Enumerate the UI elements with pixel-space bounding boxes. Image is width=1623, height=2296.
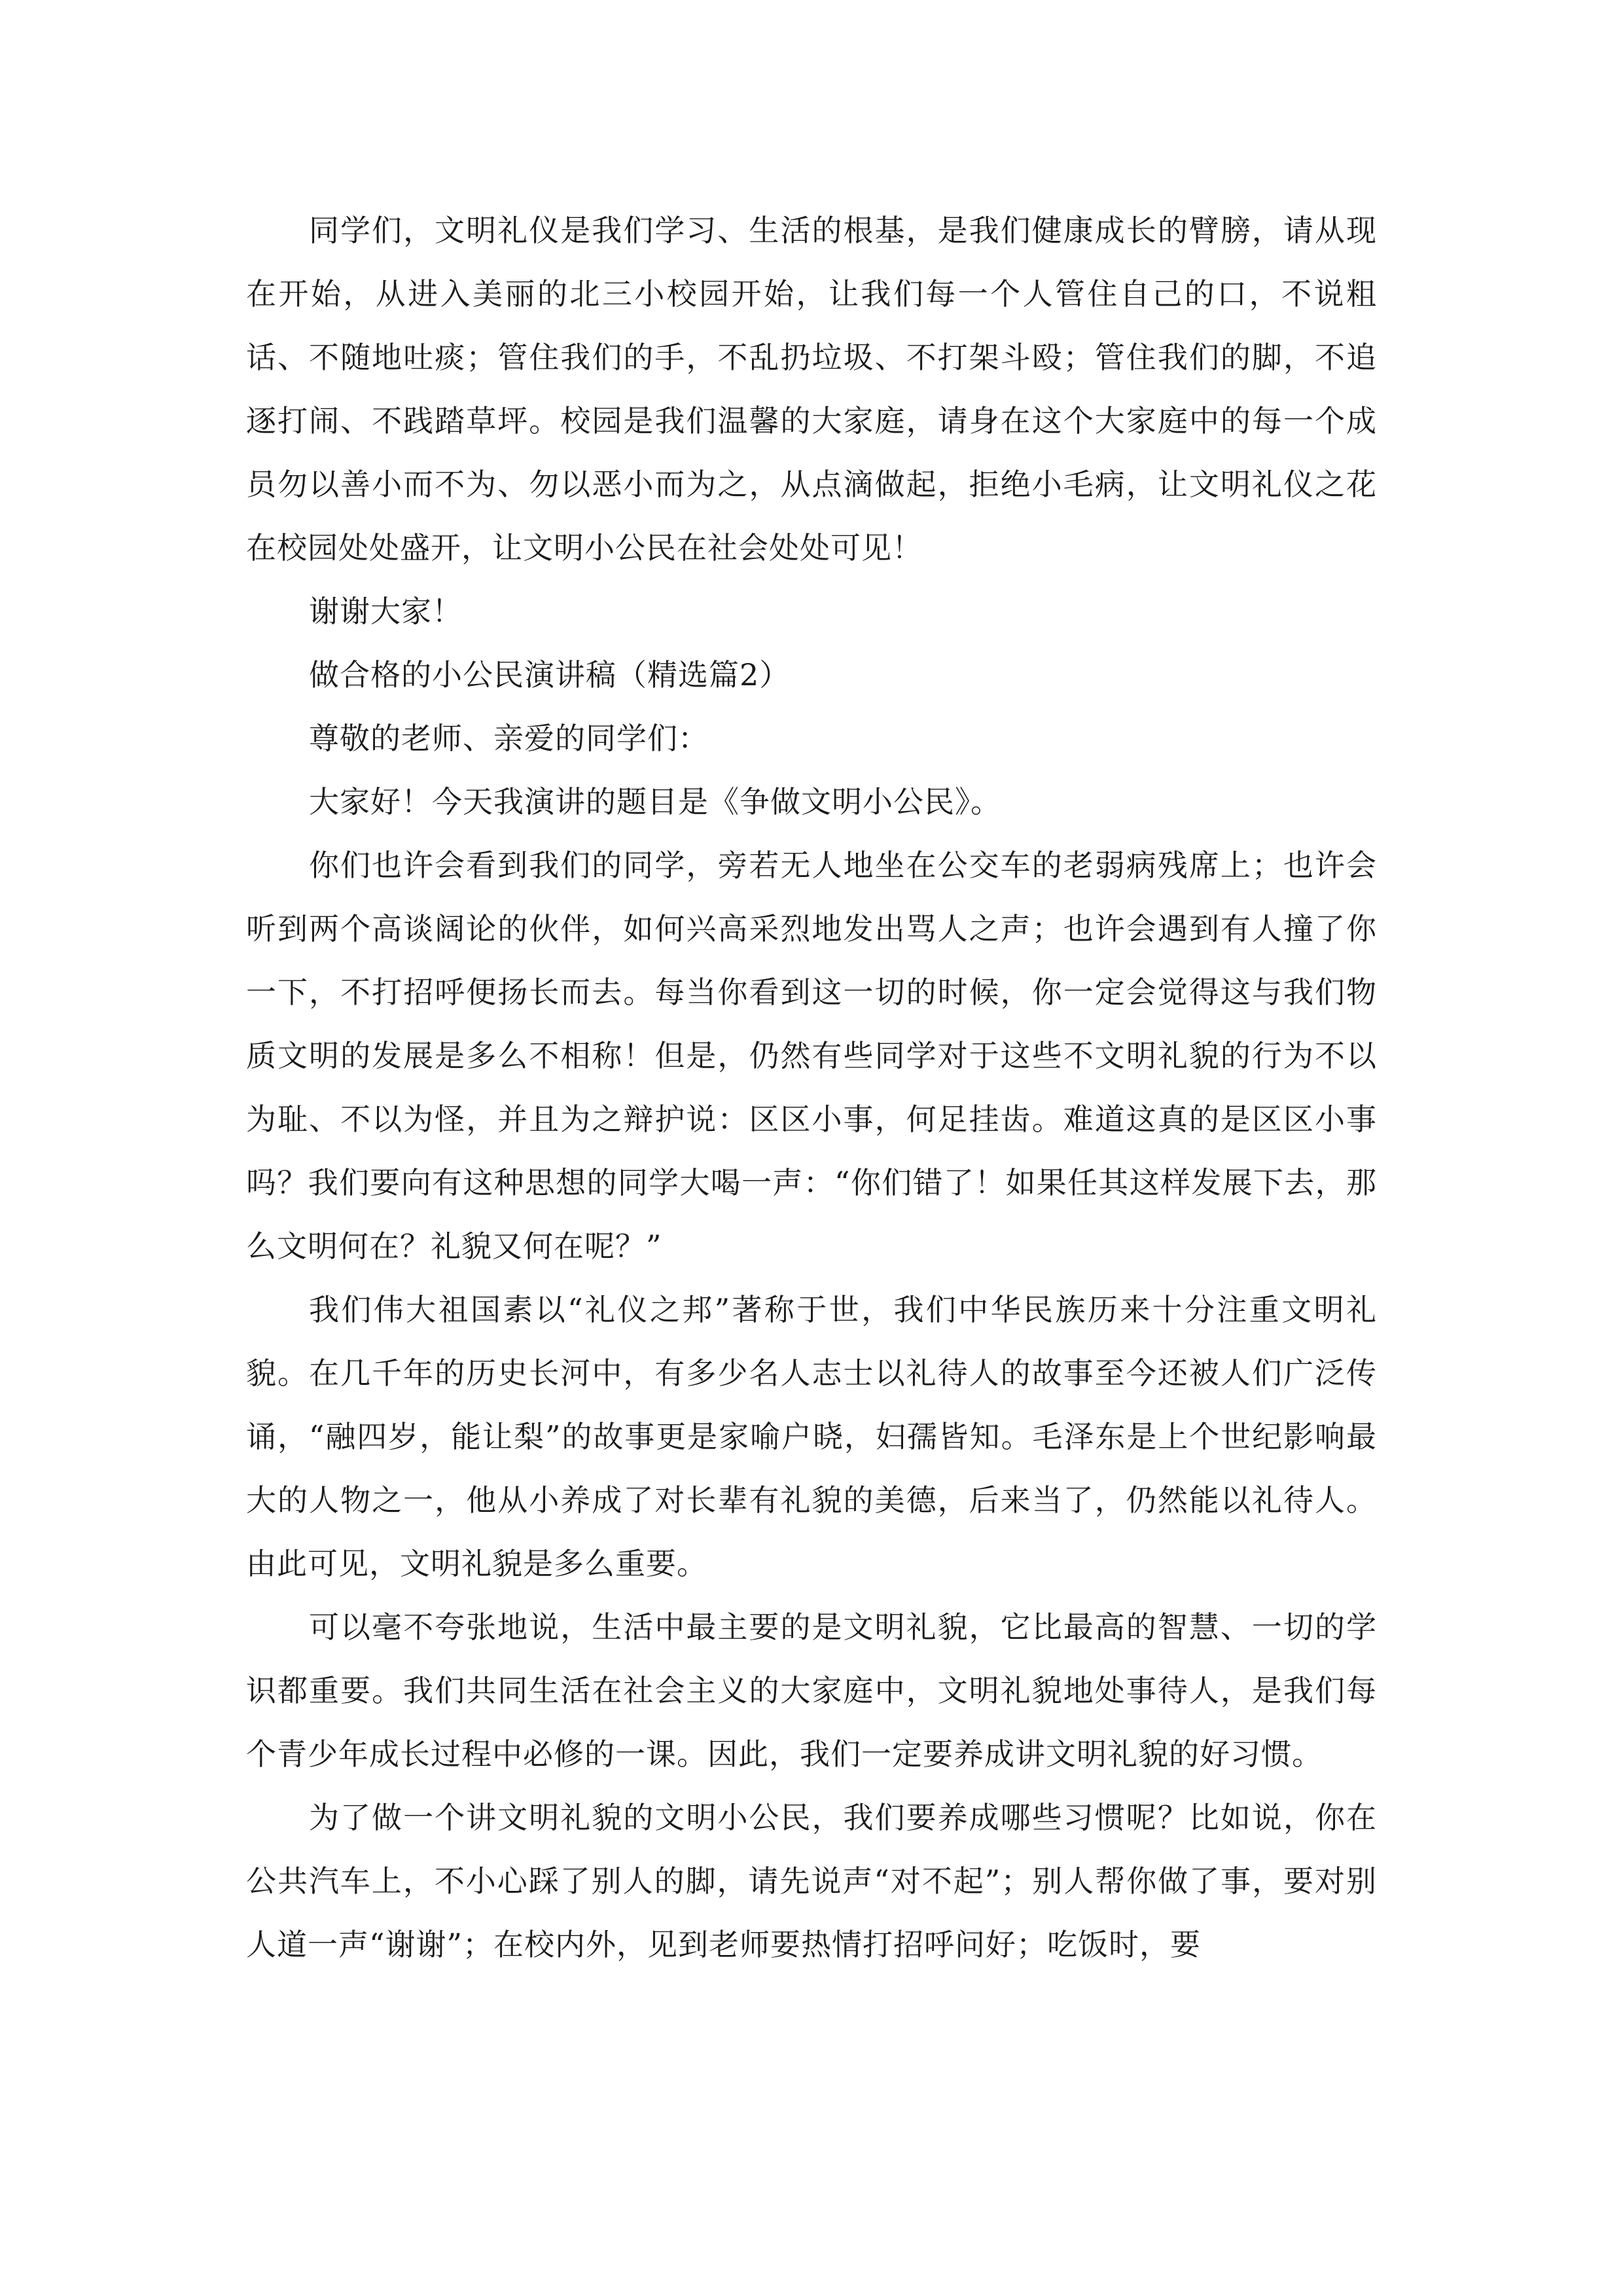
- paragraph-examples: 你们也许会看到我们的同学，旁若无人地坐在公交车的老弱病残席上；也许会听到两个高谈阔论的伙伴，如何兴高采烈地发出骂人之声；也许会遇到有人撞了你一下，不打招呼便扬长而去。每当你看到这一切的时候，你一定会觉得这与我们物质文明的发展是多么不相称！但是，仍然有些同学对于这些不文明礼貌的行为不以为耻、不以为怪，并且为之辩护说：区区小事，何足挂齿。难道这真的是区区小事吗？我们要向有这种思想的同学大喝一声：“你们错了！如果任其这样发展下去，那么文明何在？礼貌又何在呢？”: [246, 848, 1377, 1264]
- paragraph-closing-appeal: 同学们，文明礼仪是我们学习、生活的根基，是我们健康成长的臂膀，请从现在开始，从进入美丽的北三小校园开始，让我们每一个人管住自己的口，不说粗话、不随地吐痰；管住我们的手，不乱扔垃圾、不打架斗殴；管住我们的脚，不追逐打闹、不践踏草坪。校园是我们温馨的大家庭，请身在这个大家庭中的每一个成员勿以善小而不为、勿以恶小而为之，从点滴做起，拒绝小毛病，让文明礼仪之花在校园处处盛开，让文明小公民在社会处处可见！: [246, 213, 1377, 565]
- section-title: 做合格的小公民演讲稿（精选篇2）: [309, 657, 791, 692]
- paragraph-thanks: 谢谢大家！: [309, 594, 463, 629]
- paragraph-greeting: 大家好！今天我演讲的题目是《争做文明小公民》。: [309, 784, 1001, 819]
- paragraph-salutation: 尊敬的老师、亲爱的同学们：: [309, 721, 709, 756]
- paragraph-history: 我们伟大祖国素以“礼仪之邦”著称于世，我们中华民族历来十分注重文明礼貌。在几千年的历史长河中，有多少名人志士以礼待人的故事至今还被人们广泛传诵，“融四岁，能让梨”的故事更是家喻户晓，妇孺皆知。毛泽东是上个世纪影响最大的人物之一，他从小养成了对长辈有礼貌的美德，后来当了，仍然能以礼待人。由此可见，文明礼貌是多么重要。: [246, 1292, 1377, 1581]
- paragraph-habits: 为了做一个讲文明礼貌的文明小公民，我们要养成哪些习惯呢？比如说，你在公共汽车上，不小心踩了别人的脚，请先说声“对不起”；别人帮你做了事，要对别人道一声“谢谢”；在校内外，见到老师要热情打招呼问好；吃饭时，要: [246, 1800, 1377, 1962]
- paragraph-importance: 可以毫不夸张地说，生活中最主要的是文明礼貌，它比最高的智慧、一切的学识都重要。我们共同生活在社会主义的大家庭中，文明礼貌地处事待人，是我们每个青少年成长过程中必修的一课。因此，我们一定要养成讲文明礼貌的好习惯。: [246, 1609, 1377, 1772]
- document-body: [246, 199, 1377, 1977]
